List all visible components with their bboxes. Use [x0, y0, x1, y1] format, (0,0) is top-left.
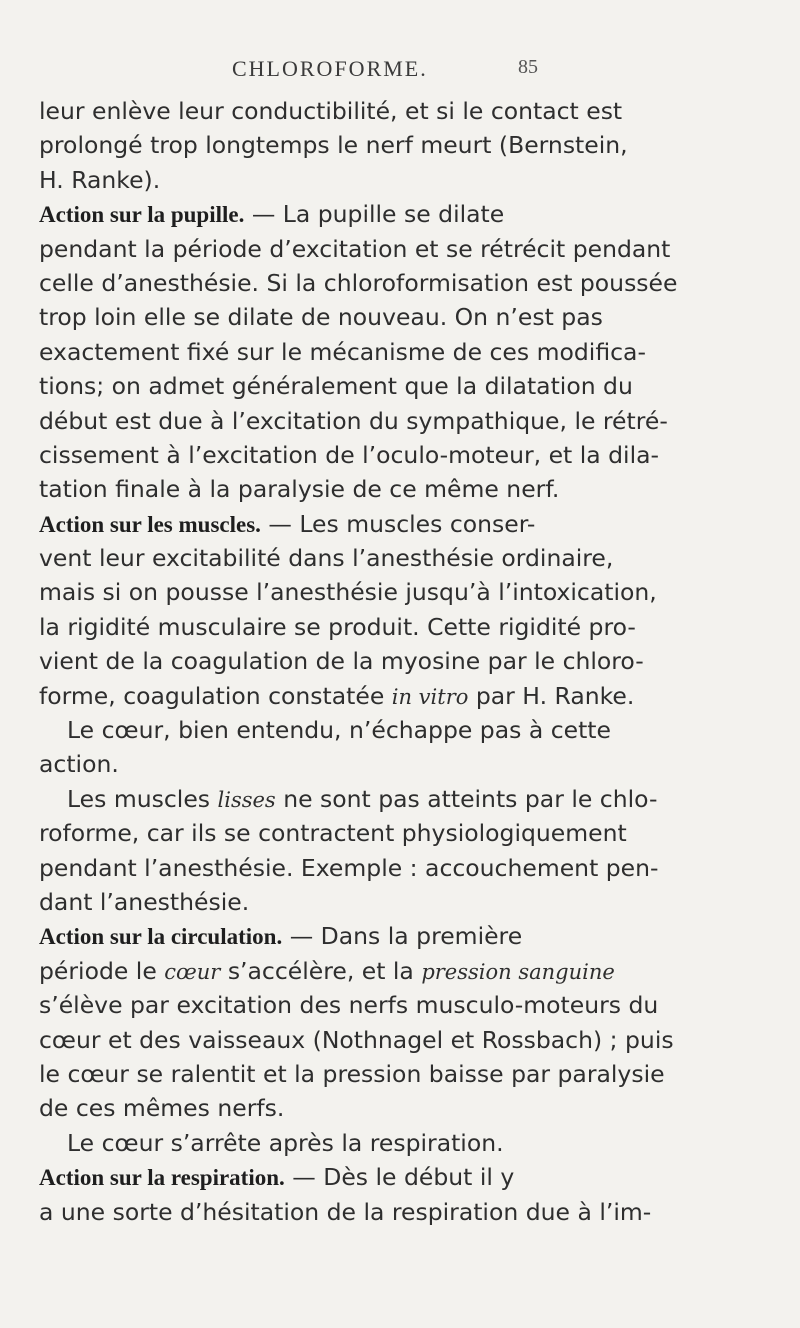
text-run: le cœur se ralentit et la pression baisse par paralysie: [39, 1059, 665, 1088]
section-heading: Action sur les muscles.: [39, 511, 261, 537]
text-line: [39, 713, 679, 747]
text-line: [39, 438, 679, 472]
text-line: [39, 335, 679, 369]
section-heading: Action sur la circulation.: [39, 924, 283, 950]
text-run: ne sont pas atteints par le chlo-: [275, 784, 658, 813]
text-line: [39, 404, 679, 438]
text-line: [39, 507, 679, 541]
body-text: [39, 94, 679, 1229]
text-run: cissement à l’excitation de l’oculo-moteur, et la dila-: [39, 440, 659, 469]
text-line: [39, 575, 679, 609]
text-run: dant l’anesthésie.: [39, 887, 250, 916]
text-run: par H. Ranke.: [468, 681, 635, 710]
text-line: [39, 197, 679, 231]
text-run: pendant la période d’excitation et se rétrécit pendant: [39, 234, 671, 263]
text-line: [39, 988, 679, 1022]
italic-text: cœur: [164, 959, 221, 984]
text-line: [39, 851, 679, 885]
text-line: [39, 232, 679, 266]
text-run: s’accélère, et la: [220, 956, 422, 985]
text-run: — Dans la première: [282, 922, 523, 951]
text-run: celle d’anesthésie. Si la chloroformisation est poussée: [39, 268, 678, 297]
running-title: CHLOROFORME.: [232, 56, 428, 81]
text-run: — Dès le début il y: [284, 1163, 515, 1192]
text-run: — Les muscles conser-: [260, 509, 536, 538]
page-header: [0, 56, 800, 86]
text-run: la rigidité musculaire se produit. Cette rigidité pro-: [39, 612, 636, 641]
text-run: H. Ranke).: [39, 165, 161, 194]
text-run: a une sorte d’hésitation de la respiration due à l’im-: [39, 1197, 652, 1226]
page-number: 85: [518, 56, 538, 78]
italic-text: in vitro: [391, 684, 469, 709]
text-run: Le cœur, bien entendu, n’échappe pas à cette: [67, 716, 611, 745]
text-line: [39, 369, 679, 403]
text-run: période le: [39, 956, 165, 985]
text-run: pendant l’anesthésie. Exemple : accouchement pen-: [39, 853, 659, 882]
text-line: [39, 300, 679, 334]
text-line: [39, 747, 679, 781]
text-run: tation finale à la paralysie de ce même nerf.: [39, 475, 560, 504]
text-run: Le cœur s’arrête après la respiration.: [67, 1128, 504, 1157]
text-run: leur enlève leur conductibilité, et si le contact est: [39, 97, 623, 125]
text-run: trop loin elle se dilate de nouveau. On n’est pas: [39, 303, 603, 332]
text-line: [39, 541, 679, 575]
text-line: [39, 610, 679, 644]
text-run: vent leur excitabilité dans l’anesthésie ordinaire,: [39, 544, 614, 573]
text-run: cœur et des vaisseaux (Nothnagel et Rossbach) ; puis: [39, 1025, 674, 1054]
text-line: [39, 644, 679, 678]
text-line: [39, 919, 679, 953]
text-run: exactement fixé sur le mécanisme de ces modifica-: [39, 337, 646, 366]
text-line: [39, 1126, 679, 1160]
text-run: — La pupille se dilate: [244, 200, 505, 229]
text-run: début est due à l’excitation du sympathique, le rétré-: [39, 406, 668, 435]
section-heading: Action sur la respiration.: [39, 1165, 285, 1191]
text-line: [39, 816, 679, 850]
text-run: prolongé trop longtemps le nerf meurt (Bernstein,: [39, 131, 628, 160]
text-line: [39, 782, 679, 816]
text-line: [39, 266, 679, 300]
text-run: mais si on pousse l’anesthésie jusqu’à l’intoxication,: [39, 578, 657, 607]
text-run: vient de la coagulation de la myosine par le chloro-: [39, 647, 644, 676]
text-line: [39, 885, 679, 919]
text-line: [39, 1057, 679, 1091]
text-line: [39, 1023, 679, 1057]
text-line: [39, 94, 679, 128]
text-line: [39, 163, 679, 197]
text-line: [39, 1091, 679, 1125]
text-run: de ces mêmes nerfs.: [39, 1094, 285, 1123]
text-run: tions; on admet généralement que la dilatation du: [39, 372, 633, 401]
text-line: [39, 1195, 679, 1229]
italic-text: pression sanguine: [421, 959, 615, 984]
section-heading: Action sur la pupille.: [39, 202, 245, 228]
text-line: [39, 954, 679, 988]
text-line: [39, 1160, 679, 1194]
text-run: forme, coagulation constatée: [39, 681, 392, 710]
text-run: roforme, car ils se contractent physiologiquement: [39, 819, 627, 848]
text-run: s’élève par excitation des nerfs musculo-moteurs du: [39, 991, 659, 1020]
text-line: [39, 472, 679, 506]
text-run: Les muscles: [67, 784, 218, 813]
text-run: action.: [39, 750, 119, 779]
italic-text: lisses: [217, 787, 276, 812]
text-line: [39, 128, 679, 162]
text-line: [39, 679, 679, 713]
